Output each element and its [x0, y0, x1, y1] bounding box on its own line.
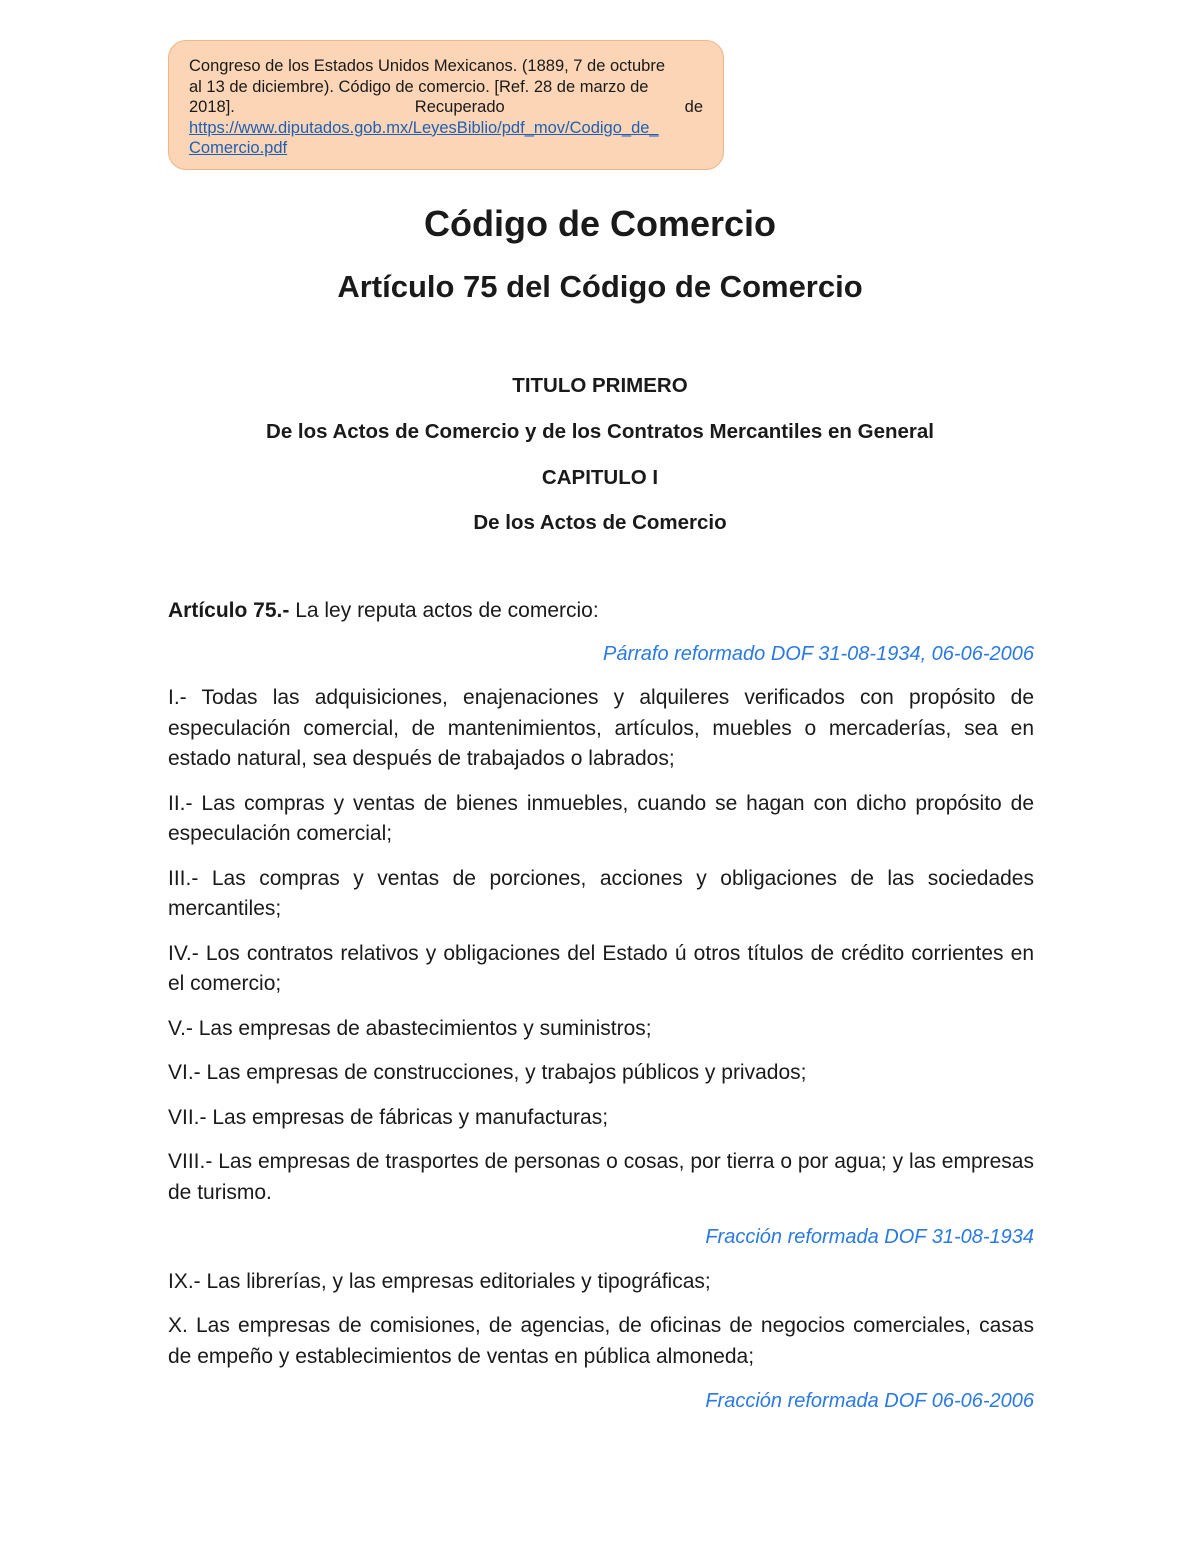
fraction-item: V.- Las empresas de abastecimientos y suministros;	[168, 1016, 652, 1040]
fraction-item: VIII.- Las empresas de trasportes de personas o cosas, por tierra o por agua; y las empresas de turismo.	[168, 1150, 1034, 1204]
fraction-item: IX.- Las librerías, y las empresas editoriales y tipográficas;	[168, 1269, 711, 1293]
fraction-item: X. Las empresas de comisiones, de agencias, de oficinas de negocios comerciales, casas de empeño y establecimientos de ventas en pública almoneda;	[168, 1314, 1034, 1368]
citation-line: Congreso de los Estados Unidos Mexicanos. (1889, 7 de octubre	[189, 57, 666, 75]
citation-line: 2018]. Recuperado de	[189, 98, 703, 116]
reform-note: Párrafo reformado DOF 31-08-1934, 06-06-2006	[603, 642, 1034, 665]
document-subtitle: Artículo 75 del Código de Comercio	[337, 269, 863, 304]
citation-link-continued[interactable]: Comercio.pdf	[189, 139, 288, 157]
reform-note: Fracción reformada DOF 31-08-1934	[705, 1226, 1034, 1248]
citation-link[interactable]: https://www.diputados.gob.mx/LeyesBiblio/pdf_mov/Codigo_de_	[189, 118, 659, 137]
fraction-item: I.- Todas las adquisiciones, enajenaciones y alquileres verificados con propósito de especulación comercial, de mantenimientos, artículos, muebles o mercaderías, sea en estado natural, sea después de trabajados o labrados;	[168, 686, 1034, 770]
article-intro-text: La ley reputa actos de comercio:	[289, 599, 599, 622]
titulo-heading: TITULO PRIMERO	[512, 374, 688, 397]
fraction-item: VII.- Las empresas de fábricas y manufacturas;	[168, 1105, 609, 1129]
fraction-item: VI.- Las empresas de construcciones, y trabajos públicos y privados;	[168, 1061, 807, 1084]
titulo-name-heading: De los Actos de Comercio y de los Contratos Mercantiles en General	[266, 420, 934, 443]
citation-box	[168, 40, 724, 170]
reform-note: Fracción reformada DOF 06-06-2006	[705, 1390, 1034, 1412]
capitulo-name-heading: De los Actos de Comercio	[473, 511, 727, 534]
document-title: Código de Comercio	[423, 203, 777, 244]
article-body	[168, 596, 1034, 1431]
article-label: Artículo 75.-	[168, 599, 290, 622]
citation-line: al 13 de diciembre). Código de comercio. [Ref. 28 de marzo de	[189, 77, 649, 96]
article-intro	[168, 596, 1034, 627]
fraction-item: IV.- Los contratos relativos y obligaciones del Estado ú otros títulos de crédito corrientes en el comercio;	[168, 941, 1034, 995]
fraction-item: II.- Las compras y ventas de bienes inmuebles, cuando se hagan con dicho propósito de especulación comercial;	[168, 791, 1034, 845]
capitulo-heading: CAPITULO I	[541, 466, 659, 489]
fraction-item: III.- Las compras y ventas de porciones, acciones y obligaciones de las sociedades mercantiles;	[168, 866, 1034, 920]
